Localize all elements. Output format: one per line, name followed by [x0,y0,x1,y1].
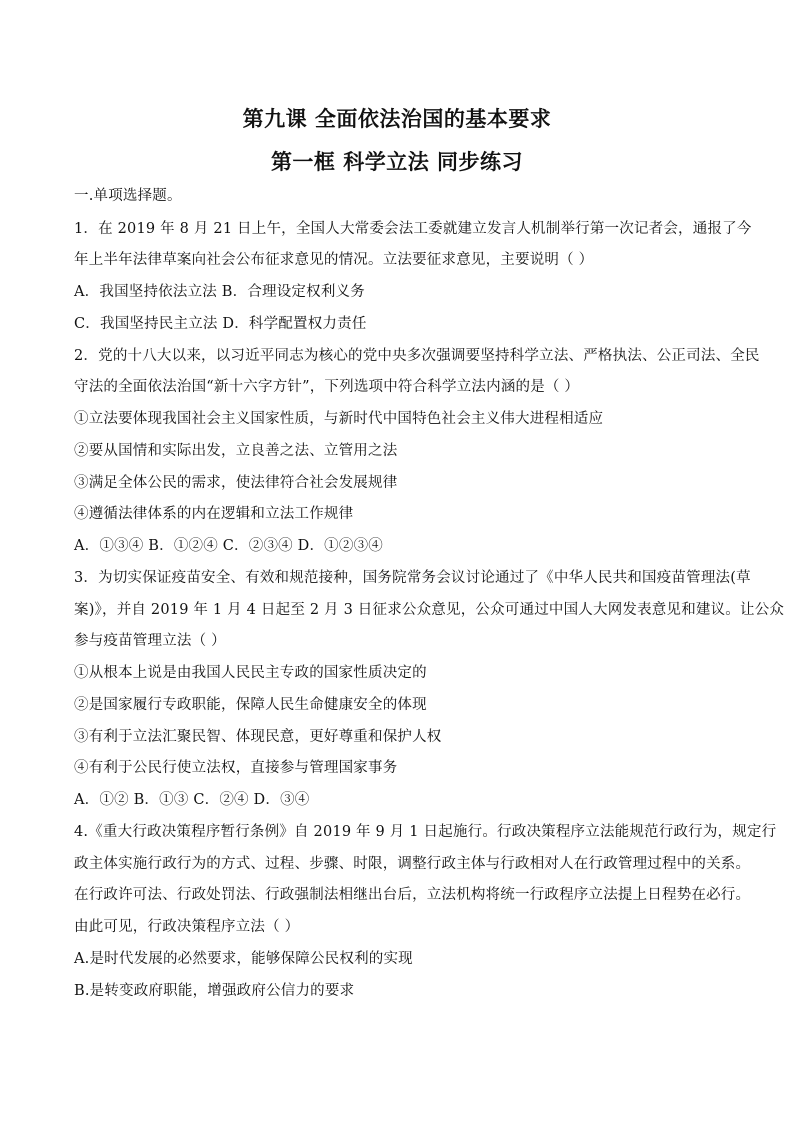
q1-options-line-2: C．我国坚持民主立法 D．科学配置权力责任 [74,316,367,332]
section-subtitle: 第一框 科学立法 同步练习 [270,149,524,174]
q2-stem-line-1: 2．党的十八大以来，以习近平同志为核心的党中央多次强调要坚持科学立法、严格执法、公正司法、全民 [74,348,760,364]
q2-options: A．①③④ B．①②④ C．②③④ D．①②③④ [74,538,383,554]
q4-option-a: A.是时代发展的必然要求，能够保障公民权利的实现 [74,951,413,967]
q1-stem-line-2: 年上半年法律草案向社会公布征求意见的情况。立法要征求意见，主要说明（ ） [74,252,594,268]
q3-item-3: ③有利于立法汇聚民智、体现民意，更好尊重和保护人权 [74,729,442,745]
q4-stem-line-3: 在行政许可法、行政处罚法、行政强制法相继出台后，立法机构将统一行政程序立法提上日程势在必行。 [74,887,751,903]
q4-stem-line-2: 政主体实施行政行为的方式、过程、步骤、时限，调整行政主体与行政相对人在行政管理过程中的关系。 [74,856,751,872]
q2-item-1: ①立法要体现我国社会主义国家性质，与新时代中国特色社会主义伟大进程相适应 [74,411,604,427]
section-heading: 一.单项选择题。 [74,188,182,204]
q3-item-2: ②是国家履行专政职能，保障人民生命健康安全的体现 [74,697,427,713]
q3-stem-line-1: 3．为切实保证疫苗安全、有效和规范接种，国务院常务会议讨论通过了《中华人民共和国疫苗管理法(草 [74,570,751,586]
q4-stem-line-1: 4.《重大行政决策程序暂行条例》自 2019 年 9 月 1 日起施行。行政决策程序立法能规范行政行为，规定行 [74,824,777,840]
q3-options: A．①② B．①③ C．②④ D．③④ [74,792,310,808]
q2-item-2: ②要从国情和实际出发，立良善之法、立管用之法 [74,443,398,459]
q3-stem-line-2: 案)》，并自 2019 年 1 月 4 日起至 2 月 3 日征求公众意见，公众可通过中国人大网发表意见和建议。让公众 [74,602,785,618]
q4-stem-line-4: 由此可见，行政决策程序立法（ ） [74,919,300,935]
q3-item-1: ①从根本上说是由我国人民民主专政的国家性质决定的 [74,665,427,681]
q3-stem-line-3: 参与疫苗管理立法（ ） [74,633,226,649]
q1-stem-line-1: 1．在 2019 年 8 月 21 日上午，全国人大常委会法工委就建立发言人机制举行第一次记者会，通报了今 [74,221,752,237]
q4-option-b: B.是转变政府职能，增强政府公信力的要求 [74,983,355,999]
q2-item-4: ④遵循法律体系的内在逻辑和立法工作规律 [74,506,354,522]
q3-item-4: ④有利于公民行使立法权，直接参与管理国家事务 [74,760,398,776]
q1-options-line-1: A．我国坚持依法立法 B．合理设定权利义务 [74,284,365,300]
q2-stem-line-2: 守法的全面依法治国“新十六字方针”，下列选项中符合科学立法内涵的是（ ） [74,379,580,395]
q2-item-3: ③满足全体公民的需求，使法律符合社会发展规律 [74,475,398,491]
lesson-title: 第九课 全面依法治国的基本要求 [242,106,552,131]
